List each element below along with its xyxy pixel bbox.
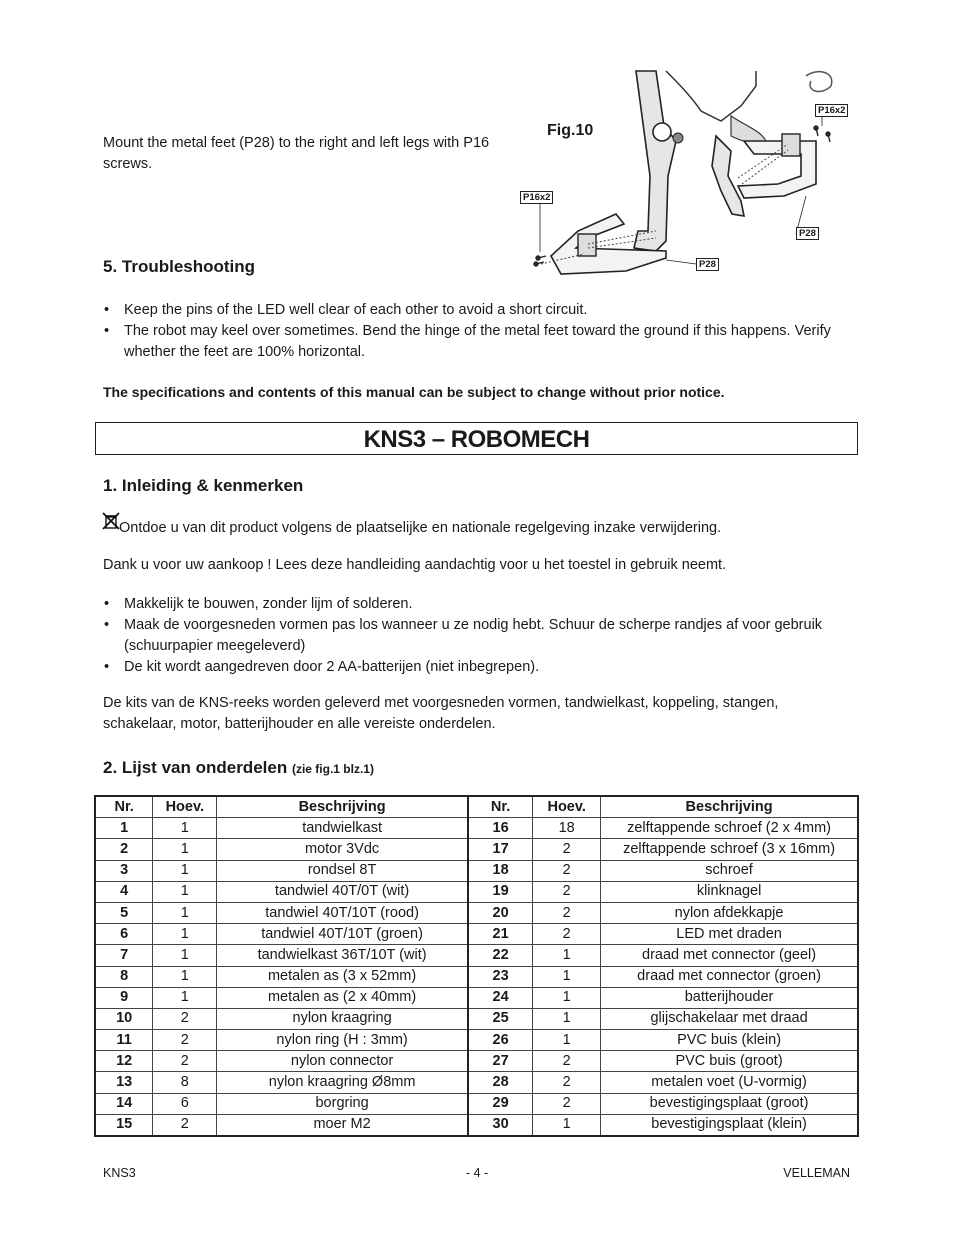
table-cell: tandwiel 40T/10T (groen): [217, 924, 468, 945]
table-cell: 2: [153, 1030, 217, 1051]
table-row: [95, 860, 858, 881]
parts-list-note: (zie fig.1 blz.1): [291, 762, 374, 776]
table-cell: 9: [95, 987, 153, 1008]
table-cell: 4: [95, 881, 153, 902]
callout-p28-left: P28: [696, 258, 719, 271]
table-row: [95, 818, 858, 839]
list-item: • Maak de voorgesneden vormen pas los wanneer u ze nodig hebt. Schuur de scherpe randjes af voor gebruik (schuurpapier meegeleverd): [103, 615, 843, 657]
table-cell: schroef: [601, 860, 858, 881]
table-cell: bevestigingsplaat (klein): [601, 1114, 858, 1136]
table-cell: 2: [533, 881, 601, 902]
table-cell: 3: [95, 860, 153, 881]
table-cell: 12: [95, 1051, 153, 1072]
table-row: [95, 924, 858, 945]
list-item: • De kit wordt aangedreven door 2 AA-batterijen (niet inbegrepen).: [103, 657, 843, 678]
table-cell: metalen voet (U-vormig): [601, 1072, 858, 1093]
table-row: [95, 1072, 858, 1093]
table-cell: klinknagel: [601, 881, 858, 902]
table-cell: moer M2: [217, 1114, 468, 1136]
table-cell: nylon kraagring: [217, 1008, 468, 1029]
table-cell: metalen as (3 x 52mm): [217, 966, 468, 987]
table-cell: PVC buis (groot): [601, 1051, 858, 1072]
table-cell: 20: [468, 902, 533, 923]
features-list: [103, 594, 843, 678]
table-cell: zelftappende schroef (2 x 4mm): [601, 818, 858, 839]
table-cell: 2: [533, 924, 601, 945]
column-header: Beschrijving: [217, 796, 468, 818]
table-cell: nylon kraagring Ø8mm: [217, 1072, 468, 1093]
kits-text: De kits van de KNS-reeks worden geleverd met voorgesneden vormen, tandwielkast, koppeling, stangen, schakelaar, motor, batterijhouder en alle vereiste onderdelen.: [103, 695, 779, 732]
table-cell: 1: [533, 966, 601, 987]
table-cell: 18: [533, 818, 601, 839]
table-cell: 27: [468, 1051, 533, 1072]
table-cell: 2: [533, 902, 601, 923]
table-cell: 1: [153, 860, 217, 881]
table-cell: zelftappende schroef (3 x 16mm): [601, 839, 858, 860]
table-cell: 2: [533, 1093, 601, 1114]
table-cell: 10: [95, 1008, 153, 1029]
table-cell: 24: [468, 987, 533, 1008]
table-cell: 1: [153, 818, 217, 839]
table-cell: 2: [533, 839, 601, 860]
troubleshooting-heading: 5. Troubleshooting: [103, 257, 256, 276]
thanks-text: Dank u voor uw aankoop ! Lees deze handleiding aandachtig voor u het toestel in gebruik neemt.: [103, 557, 727, 573]
table-row: [95, 1114, 858, 1136]
table-cell: 1: [533, 1030, 601, 1051]
table-cell: 2: [153, 1051, 217, 1072]
table-cell: 8: [153, 1072, 217, 1093]
table-cell: tandwiel 40T/0T (wit): [217, 881, 468, 902]
table-cell: rondsel 8T: [217, 860, 468, 881]
table-row: [95, 881, 858, 902]
table-cell: nylon ring (H : 3mm): [217, 1030, 468, 1051]
table-cell: 1: [153, 902, 217, 923]
wheelie-bin-disposal-icon: [102, 512, 120, 530]
table-row: [95, 902, 858, 923]
table-cell: 28: [468, 1072, 533, 1093]
column-header: Nr.: [468, 796, 533, 818]
table-row: [95, 839, 858, 860]
table-cell: 23: [468, 966, 533, 987]
table-cell: 17: [468, 839, 533, 860]
table-cell: 1: [153, 987, 217, 1008]
table-cell: 7: [95, 945, 153, 966]
table-cell: 1: [533, 987, 601, 1008]
section-title-box: [95, 422, 858, 455]
table-cell: 5: [95, 902, 153, 923]
table-cell: 14: [95, 1093, 153, 1114]
table-cell: 15: [95, 1114, 153, 1136]
table-cell: tandwielkast 36T/10T (wit): [217, 945, 468, 966]
table-cell: borgring: [217, 1093, 468, 1114]
callout-p28-right: P28: [796, 227, 819, 240]
callout-p16-top: P16x2: [815, 104, 848, 117]
table-cell: 8: [95, 966, 153, 987]
footer-right: VELLEMAN: [783, 1166, 850, 1180]
table-cell: metalen as (2 x 40mm): [217, 987, 468, 1008]
table-header-row: [95, 796, 858, 818]
list-item: • Makkelijk te bouwen, zonder lijm of solderen.: [103, 594, 843, 615]
table-row: [95, 1030, 858, 1051]
table-cell: 29: [468, 1093, 533, 1114]
list-item: • Keep the pins of the LED well clear of each other to avoid a short circuit.: [103, 300, 843, 321]
table-cell: tandwielkast: [217, 818, 468, 839]
table-cell: tandwiel 40T/10T (rood): [217, 902, 468, 923]
table-row: [95, 966, 858, 987]
table-cell: 1: [153, 881, 217, 902]
table-row: [95, 1093, 858, 1114]
parts-list-title: 2. Lijst van onderdelen: [103, 758, 288, 777]
table-cell: 1: [533, 1114, 601, 1136]
table-row: [95, 1051, 858, 1072]
table-cell: 26: [468, 1030, 533, 1051]
table-row: [95, 987, 858, 1008]
table-cell: 1: [533, 945, 601, 966]
table-cell: batterijhouder: [601, 987, 858, 1008]
table-cell: glijschakelaar met draad: [601, 1008, 858, 1029]
table-cell: draad met connector (geel): [601, 945, 858, 966]
column-header: Hoev.: [533, 796, 601, 818]
parts-list-heading: [103, 758, 374, 778]
figure-label: Fig.10: [547, 122, 594, 139]
table-cell: 18: [468, 860, 533, 881]
callout-p16-left: P16x2: [520, 191, 553, 204]
table-cell: nylon afdekkapje: [601, 902, 858, 923]
table-cell: 21: [468, 924, 533, 945]
section-title: KNS3 – ROBOMECH: [363, 426, 590, 453]
table-cell: 1: [95, 818, 153, 839]
table-row: [95, 1008, 858, 1029]
column-header: Hoev.: [153, 796, 217, 818]
table-cell: 19: [468, 881, 533, 902]
table-cell: 22: [468, 945, 533, 966]
table-cell: 1: [153, 966, 217, 987]
table-cell: LED met draden: [601, 924, 858, 945]
table-cell: 2: [153, 1114, 217, 1136]
table-cell: 2: [533, 860, 601, 881]
change-notice: The specifications and contents of this manual can be subject to change without prior notice.: [103, 384, 725, 400]
table-cell: draad met connector (groen): [601, 966, 858, 987]
table-cell: 6: [153, 1093, 217, 1114]
table-cell: 1: [153, 924, 217, 945]
footer-left: KNS3: [103, 1166, 136, 1180]
page-number: - 4 -: [466, 1166, 489, 1180]
table-cell: 2: [533, 1072, 601, 1093]
figure-10: [516, 66, 852, 292]
table-cell: 1: [153, 839, 217, 860]
table-cell: nylon connector: [217, 1051, 468, 1072]
disposal-text: Ontdoe u van dit product volgens de plaatselijke en nationale regelgeving inzake verwijdering.: [119, 520, 722, 536]
table-cell: motor 3Vdc: [217, 839, 468, 860]
table-cell: 2: [533, 1051, 601, 1072]
table-cell: 1: [533, 1008, 601, 1029]
troubleshooting-list: [103, 300, 843, 363]
table-row: [95, 945, 858, 966]
table-cell: PVC buis (klein): [601, 1030, 858, 1051]
list-item: • The robot may keel over sometimes. Bend the hinge of the metal feet toward the ground if this happens. Verify whether the feet are 100% horizontal.: [103, 321, 843, 363]
table-cell: 30: [468, 1114, 533, 1136]
table-cell: 11: [95, 1030, 153, 1051]
table-cell: 1: [153, 945, 217, 966]
table-cell: 16: [468, 818, 533, 839]
table-cell: 6: [95, 924, 153, 945]
column-header: Nr.: [95, 796, 153, 818]
table-cell: bevestigingsplaat (groot): [601, 1093, 858, 1114]
inleiding-heading: 1. Inleiding & kenmerken: [103, 476, 304, 495]
table-cell: 13: [95, 1072, 153, 1093]
table-cell: 2: [153, 1008, 217, 1029]
table-cell: 2: [95, 839, 153, 860]
table-cell: 25: [468, 1008, 533, 1029]
parts-table: [94, 795, 859, 1137]
column-header: Beschrijving: [601, 796, 858, 818]
intro-paragraph: Mount the metal feet (P28) to the right and left legs with P16 screws.: [103, 135, 490, 172]
robot-feet-illustration: [516, 66, 852, 292]
